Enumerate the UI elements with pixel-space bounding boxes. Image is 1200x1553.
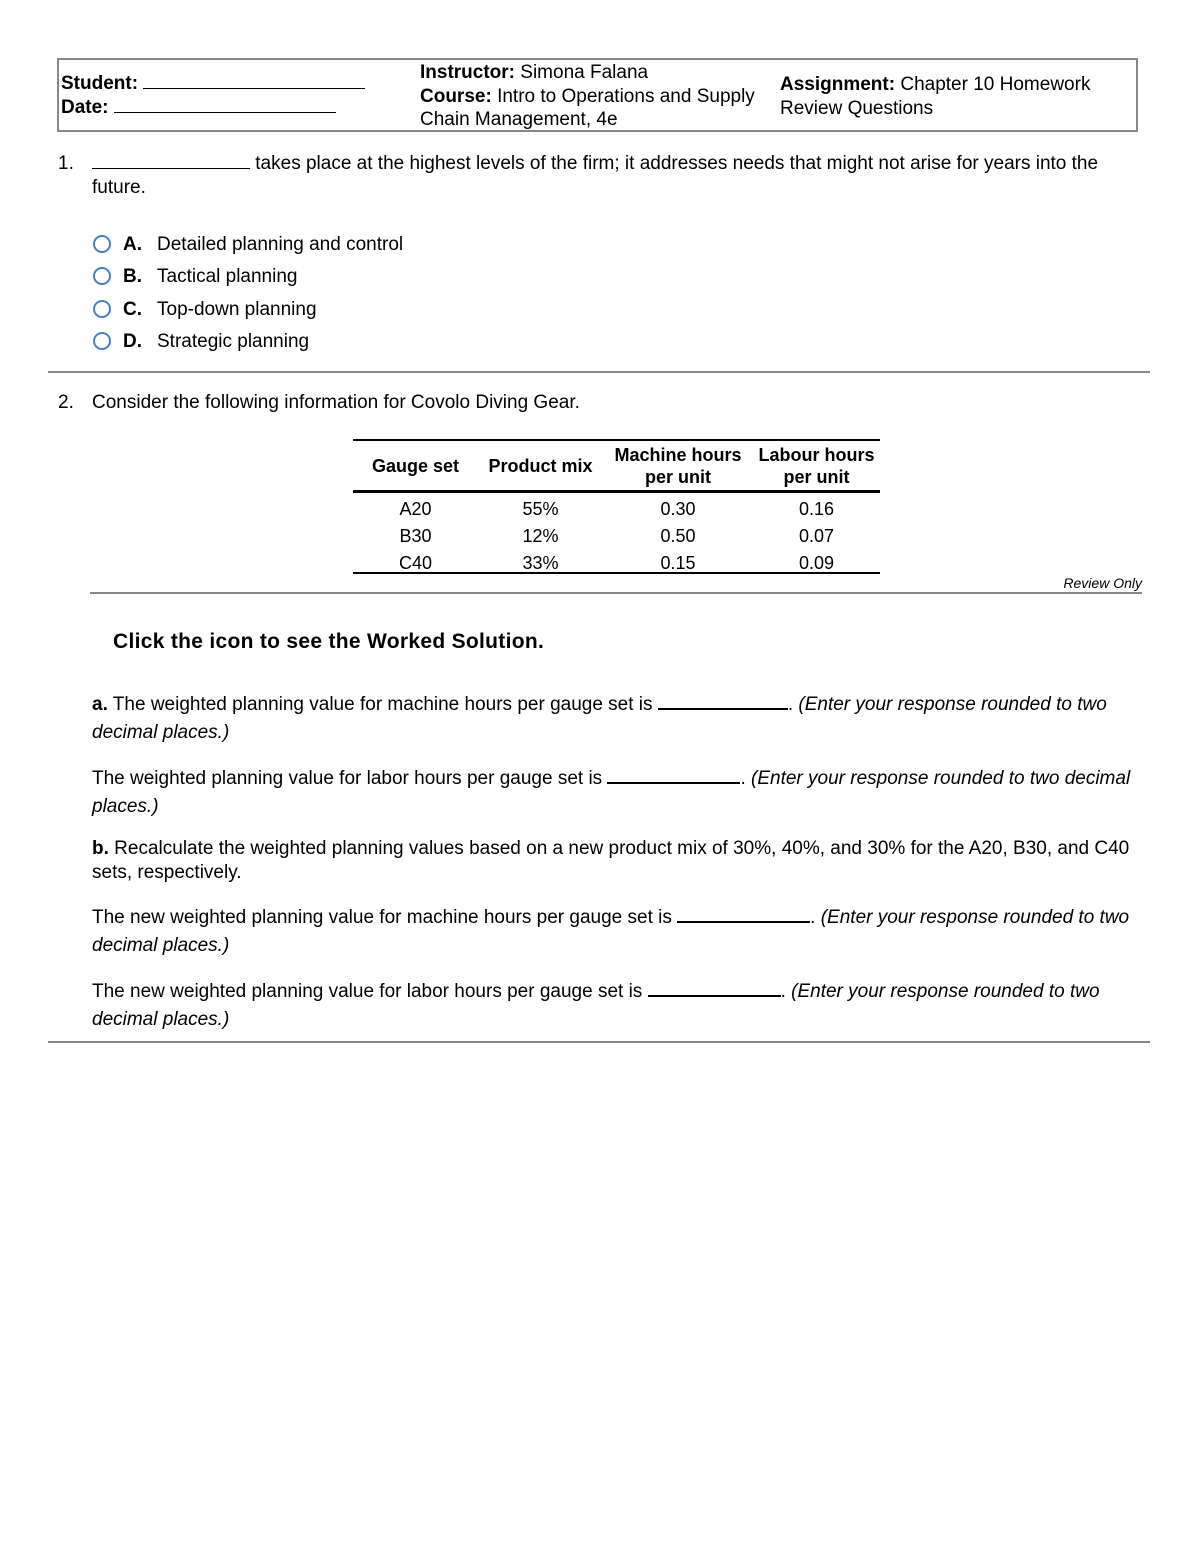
gauge-table-grid	[353, 442, 880, 577]
table-top-rule	[353, 439, 880, 441]
table-cell: 0.30	[660, 499, 696, 519]
part-b-intro	[92, 837, 1152, 861]
col-header-machine-hours: Machine hours per unit	[614, 445, 742, 487]
course-row	[420, 85, 755, 109]
assignment-row	[780, 73, 1090, 97]
col-header-product-mix: Product mix	[488, 456, 593, 476]
worked-solution-link[interactable]: Click the icon to see the Worked Solution.	[113, 630, 545, 653]
part-b-machine-input[interactable]	[677, 921, 810, 923]
student-field[interactable]	[143, 88, 365, 89]
table-cell: 55%	[522, 499, 559, 519]
part-b-1-text: The new weighted planning value for machine hours per gauge set is	[92, 907, 672, 928]
q1-option-a-radio[interactable]	[93, 235, 111, 253]
part-a-1-text: The weighted planning value for machine hours per gauge set is	[112, 694, 653, 715]
q1-number: 1.	[58, 153, 74, 174]
q1-option-c-text: Top-down planning	[157, 299, 317, 320]
date-field[interactable]	[114, 112, 336, 113]
part-a-2-hint-2: places.)	[92, 796, 159, 817]
q2-intro: Consider the following information for Covolo Diving Gear.	[92, 392, 580, 413]
q1-option-c[interactable]	[123, 298, 317, 322]
table-cell: C40	[398, 553, 433, 573]
q1-option-d-radio[interactable]	[93, 332, 111, 350]
assignment-line2: Review Questions	[780, 98, 934, 119]
assignment-label: Assignment:	[780, 74, 896, 95]
part-b-2-hint-2: decimal places.)	[92, 1009, 230, 1030]
instructor-name: Simona Falana	[520, 62, 649, 83]
student-label: Student:	[61, 73, 139, 94]
assignment-line1: Chapter 10 Homework	[900, 74, 1091, 95]
date-row	[61, 96, 336, 120]
table-row	[353, 550, 880, 577]
col-header-labour-hours: Labour hours per unit	[758, 445, 875, 487]
q2-divider	[48, 1041, 1150, 1043]
part-a-2: The weighted planning value for labor hours per gauge set is . (Enter your response rounded to two decimal	[92, 768, 1131, 789]
part-b-2: The new weighted planning value for labor hours per gauge set is . (Enter your response rounded to two	[92, 981, 1100, 1002]
gauge-table	[353, 442, 880, 577]
q1-option-b-letter: B.	[123, 266, 142, 287]
table-header-row	[353, 442, 880, 490]
q1-option-a[interactable]	[123, 233, 403, 257]
q1-option-b-radio[interactable]	[93, 267, 111, 285]
table-cell: 12%	[522, 526, 559, 546]
student-row	[61, 72, 365, 96]
q1-stem-line1: takes place at the highest levels of the firm; it addresses needs that might not arise for years into the	[255, 153, 1099, 174]
table-cell: B30	[399, 526, 432, 546]
col-header-gauge-set: Gauge set	[371, 456, 460, 476]
table-cell: 0.09	[798, 553, 835, 573]
part-a-2-hint: (Enter your response rounded to two decimal	[751, 768, 1131, 789]
table-cell: 0.07	[798, 526, 835, 546]
table-section-divider	[90, 592, 1142, 594]
q1-blank	[92, 168, 250, 169]
table-cell: A20	[399, 499, 432, 519]
q1-option-d-letter: D.	[123, 331, 142, 352]
part-b-1: The new weighted planning value for machine hours per gauge set is . (Enter your response rounded to two	[92, 907, 1130, 928]
table-cell: 0.16	[798, 499, 835, 519]
part-b-labor-input[interactable]	[648, 995, 781, 997]
part-b-2-hint: (Enter your response rounded to two	[791, 981, 1100, 1002]
q1-stem-line2: future.	[92, 177, 146, 198]
q1-option-b[interactable]	[123, 265, 297, 289]
table-cell: 0.15	[660, 553, 696, 573]
part-b-line1: Recalculate the weighted planning values based on a new product mix of 30%, 40%, and 30% for the A20, B30, and C40	[114, 838, 1130, 859]
part-b-line2: sets, respectively.	[92, 862, 242, 883]
instructor-label: Instructor:	[420, 62, 515, 83]
part-a-label: a.	[92, 694, 108, 715]
table-cell: 0.50	[660, 526, 696, 546]
part-a-1-hint: (Enter your response rounded to two	[798, 694, 1107, 715]
q1-divider	[48, 371, 1150, 373]
table-cell: 33%	[522, 553, 559, 573]
q1-option-a-text: Detailed planning and control	[157, 234, 404, 255]
q1-option-a-letter: A.	[123, 234, 142, 255]
instructor-row	[420, 61, 648, 85]
part-a-2-text: The weighted planning value for labor hours per gauge set is	[92, 768, 603, 789]
part-b-1-hint: (Enter your response rounded to two	[820, 907, 1130, 928]
part-a-machine-input[interactable]	[658, 708, 788, 710]
q1-option-d-text: Strategic planning	[157, 331, 310, 352]
date-label: Date:	[61, 97, 109, 118]
q1-stem	[92, 152, 1152, 176]
table-row	[353, 523, 880, 550]
q2-number: 2.	[58, 392, 74, 413]
part-b-2-text: The new weighted planning value for labor hours per gauge set is	[92, 981, 643, 1002]
course-line1: Intro to Operations and Supply	[497, 86, 755, 107]
part-a-1: a. The weighted planning value for machine hours per gauge set is . (Enter your response rounded to two	[92, 694, 1107, 715]
review-only-label: Review Only	[1063, 575, 1142, 591]
part-b-1-hint-2: decimal places.)	[92, 935, 230, 956]
course-label: Course:	[420, 86, 492, 107]
q1-option-c-radio[interactable]	[93, 300, 111, 318]
part-a-labor-input[interactable]	[607, 782, 740, 784]
part-b-label: b.	[92, 838, 109, 859]
q1-option-c-letter: C.	[123, 299, 142, 320]
course-line2: Chain Management, 4e	[420, 109, 618, 130]
part-a-1-hint-2: decimal places.)	[92, 722, 230, 743]
q1-option-b-text: Tactical planning	[157, 266, 298, 287]
q1-option-d[interactable]	[123, 330, 309, 354]
table-row	[353, 496, 880, 523]
